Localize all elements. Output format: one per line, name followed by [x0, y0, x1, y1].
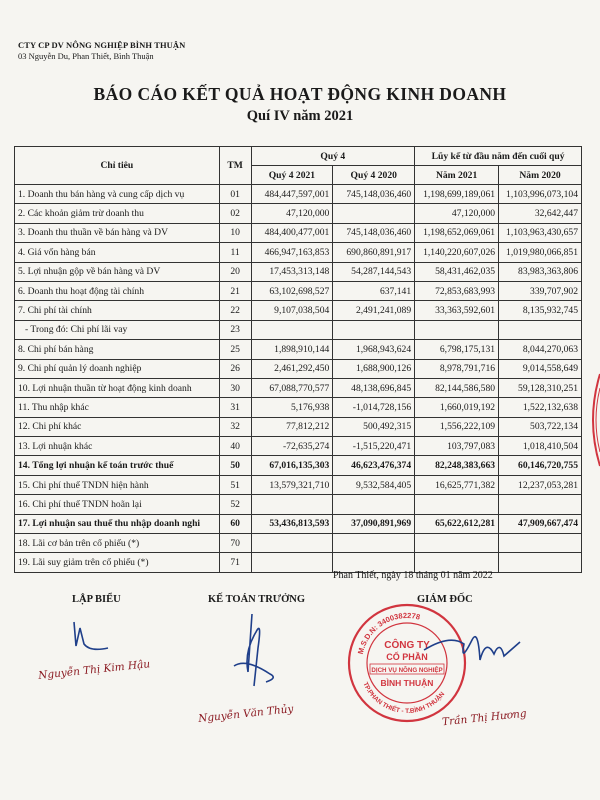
cell-q4-2021: 484,447,597,001: [251, 185, 333, 204]
table-row: [15, 514, 582, 533]
table-row: [15, 340, 582, 359]
row-code: 51: [219, 475, 251, 494]
header-q4-2021: Quý 4 2021: [251, 166, 333, 185]
row-label: 15. Chi phí thuế TNDN hiện hành: [15, 475, 220, 494]
cell-q4-2020: [333, 204, 415, 223]
cell-nam-2021: 82,144,586,580: [415, 378, 499, 397]
row-code: 23: [219, 320, 251, 339]
cell-nam-2020: [499, 320, 582, 339]
table-row: [15, 262, 582, 281]
cell-nam-2021: 1,556,222,109: [415, 417, 499, 436]
company-header: [18, 40, 185, 62]
cell-nam-2020: 339,707,902: [499, 281, 582, 300]
header-q4-2020: Quý 4 2020: [333, 166, 415, 185]
cell-nam-2020: 8,135,932,745: [499, 301, 582, 320]
cell-nam-2021: 1,660,019,192: [415, 398, 499, 417]
cell-q4-2021: 484,400,477,001: [251, 223, 333, 242]
cell-nam-2020: [499, 553, 582, 572]
director-title: GIÁM ĐỐC: [417, 594, 473, 605]
row-label: 2. Các khoản giảm trừ doanh thu: [15, 204, 220, 223]
cell-q4-2021: 63,102,698,527: [251, 281, 333, 300]
cell-q4-2021: 53,436,813,593: [251, 514, 333, 533]
date-line: Phan Thiết, ngày 18 tháng 01 năm 2022: [333, 570, 493, 581]
cell-nam-2020: [499, 495, 582, 514]
row-label: 3. Doanh thu thuần về bán hàng và DV: [15, 223, 220, 242]
cell-q4-2021: 9,107,038,504: [251, 301, 333, 320]
cell-nam-2021: 65,622,612,281: [415, 514, 499, 533]
cell-nam-2021: [415, 534, 499, 553]
cell-nam-2020: 32,642,447: [499, 204, 582, 223]
adjacent-stamp-fragment: [584, 370, 600, 470]
row-code: 60: [219, 514, 251, 533]
row-code: 50: [219, 456, 251, 475]
cell-q4-2020: 54,287,144,543: [333, 262, 415, 281]
table-row: [15, 378, 582, 397]
table-row: [15, 475, 582, 494]
cell-nam-2021: [415, 495, 499, 514]
table-row: [15, 495, 582, 514]
cell-nam-2020: 1,018,410,504: [499, 437, 582, 456]
cell-nam-2021: 72,853,683,993: [415, 281, 499, 300]
row-label: 1. Doanh thu bán hàng và cung cấp dịch vụ: [15, 185, 220, 204]
stamp-line4: BÌNH THUẬN: [380, 678, 434, 688]
cell-nam-2021: 47,120,000: [415, 204, 499, 223]
header-tm: TM: [219, 147, 251, 185]
cell-q4-2020: [333, 534, 415, 553]
cell-nam-2021: [415, 320, 499, 339]
row-label: 14. Tổng lợi nhuận kế toán trước thuế: [15, 456, 220, 475]
preparer-signature: [66, 618, 116, 660]
table-row: [15, 359, 582, 378]
cell-nam-2021: 6,798,175,131: [415, 340, 499, 359]
stamp-ms: M.S.D.N: 3400382278: [355, 610, 422, 656]
cell-nam-2020: 9,014,558,649: [499, 359, 582, 378]
row-code: 10: [219, 223, 251, 242]
row-code: 71: [219, 553, 251, 572]
table-row: [15, 534, 582, 553]
table-row: [15, 553, 582, 572]
chief-accountant-signature: [226, 612, 286, 698]
cell-nam-2021: 16,625,771,382: [415, 475, 499, 494]
cell-nam-2020: 8,044,270,063: [499, 340, 582, 359]
row-code: 31: [219, 398, 251, 417]
cell-q4-2021: 77,812,212: [251, 417, 333, 436]
row-code: 32: [219, 417, 251, 436]
cell-nam-2020: 47,909,667,474: [499, 514, 582, 533]
row-code: 22: [219, 301, 251, 320]
row-label: 16. Chi phí thuế TNDN hoãn lại: [15, 495, 220, 514]
chief-accountant-name: Nguyễn Văn Thủy: [197, 703, 294, 725]
cell-nam-2021: 1,198,652,069,061: [415, 223, 499, 242]
row-label: 4. Giá vốn hàng bán: [15, 243, 220, 262]
table-row: [15, 301, 582, 320]
stamp-line1: CÔNG TY: [384, 640, 430, 651]
table-row: [15, 437, 582, 456]
table-row: [15, 456, 582, 475]
stamp-line2: CỔ PHẦN: [386, 652, 428, 662]
cell-q4-2021: 5,176,938: [251, 398, 333, 417]
chief-accountant-title: KẾ TOÁN TRƯỞNG: [208, 594, 306, 605]
company-name: CTY CP DV NÔNG NGHIỆP BÌNH THUẬN: [18, 40, 186, 50]
cell-q4-2021: 1,898,910,144: [251, 340, 333, 359]
cell-nam-2020: 503,722,134: [499, 417, 582, 436]
cell-q4-2020: 2,491,241,089: [333, 301, 415, 320]
table-row: [15, 320, 582, 339]
row-code: 21: [219, 281, 251, 300]
cell-nam-2021: 8,978,791,716: [415, 359, 499, 378]
cell-q4-2020: 48,138,696,845: [333, 378, 415, 397]
cell-q4-2021: 17,453,313,148: [251, 262, 333, 281]
cell-q4-2021: 47,120,000: [251, 204, 333, 223]
cell-q4-2020: -1,014,728,156: [333, 398, 415, 417]
row-label: 13. Lợi nhuận khác: [15, 437, 220, 456]
row-label: 18. Lãi cơ bản trên cổ phiếu (*): [15, 534, 220, 553]
row-code: 30: [219, 378, 251, 397]
cell-q4-2020: 637,141: [333, 281, 415, 300]
cell-nam-2020: 60,146,720,755: [499, 456, 582, 475]
row-code: 20: [219, 262, 251, 281]
cell-q4-2021: 67,016,135,303: [251, 456, 333, 475]
stamp-bottom: TP.PHAN THIẾT - T.BÌNH THUẬN: [361, 681, 447, 716]
table-row: [15, 185, 582, 204]
cell-q4-2021: [251, 495, 333, 514]
row-label: 5. Lợi nhuận gộp về bán hàng và DV: [15, 262, 220, 281]
row-label: 19. Lãi suy giảm trên cổ phiếu (*): [15, 553, 220, 572]
cell-nam-2021: 1,198,699,189,061: [415, 185, 499, 204]
cell-q4-2021: 466,947,163,853: [251, 243, 333, 262]
table-row: [15, 281, 582, 300]
header-nam-2021: Năm 2021: [415, 166, 499, 185]
row-code: 26: [219, 359, 251, 378]
row-label: 8. Chi phí bán hàng: [15, 340, 220, 359]
row-code: 02: [219, 204, 251, 223]
preparer-title: LẬP BIỂU: [72, 594, 121, 605]
cell-nam-2020: [499, 534, 582, 553]
cell-q4-2021: 13,579,321,710: [251, 475, 333, 494]
header-quy4: Quý 4: [251, 147, 415, 166]
cell-q4-2020: 1,968,943,624: [333, 340, 415, 359]
row-code: 11: [219, 243, 251, 262]
cell-q4-2020: -1,515,220,471: [333, 437, 415, 456]
cell-q4-2021: 2,461,292,450: [251, 359, 333, 378]
row-label: 10. Lợi nhuận thuần từ hoạt động kinh doanh: [15, 378, 220, 397]
cell-q4-2020: 500,492,315: [333, 417, 415, 436]
director-signature: [420, 620, 530, 676]
cell-nam-2020: 1,103,963,430,657: [499, 223, 582, 242]
cell-nam-2020: 83,983,363,806: [499, 262, 582, 281]
cell-nam-2021: 103,797,083: [415, 437, 499, 456]
cell-nam-2020: 12,237,053,281: [499, 475, 582, 494]
cell-nam-2020: 1,522,132,638: [499, 398, 582, 417]
company-address: 03 Nguyễn Du, Phan Thiết, Bình Thuận: [18, 51, 154, 61]
cell-q4-2020: 745,148,036,460: [333, 185, 415, 204]
row-label: 17. Lợi nhuận sau thuế thu nhập doanh nghi: [15, 514, 220, 533]
cell-nam-2020: 1,019,980,066,851: [499, 243, 582, 262]
row-label: 7. Chi phí tài chính: [15, 301, 220, 320]
cell-q4-2020: 46,623,476,374: [333, 456, 415, 475]
table-body: [15, 185, 582, 573]
row-code: 40: [219, 437, 251, 456]
row-label: - Trong đó: Chi phí lãi vay: [15, 320, 220, 339]
preparer-name: Nguyễn Thị Kim Hậu: [37, 658, 151, 682]
cell-q4-2021: -72,635,274: [251, 437, 333, 456]
cell-nam-2021: 1,140,220,607,026: [415, 243, 499, 262]
cell-q4-2021: [251, 553, 333, 572]
row-label: 11. Thu nhập khác: [15, 398, 220, 417]
table-row: [15, 417, 582, 436]
director-name: Trần Thị Hương: [441, 707, 528, 729]
cell-q4-2020: 9,532,584,405: [333, 475, 415, 494]
table-row: [15, 243, 582, 262]
row-label: 9. Chi phí quản lý doanh nghiệp: [15, 359, 220, 378]
cell-q4-2020: 37,090,891,969: [333, 514, 415, 533]
row-code: 70: [219, 534, 251, 553]
table-row: [15, 398, 582, 417]
cell-q4-2020: [333, 320, 415, 339]
row-label: 12. Chi phí khác: [15, 417, 220, 436]
row-code: 25: [219, 340, 251, 359]
row-code: 52: [219, 495, 251, 514]
cell-q4-2020: [333, 495, 415, 514]
cell-nam-2020: 1,103,996,073,104: [499, 185, 582, 204]
table-row: [15, 223, 582, 242]
cell-q4-2021: [251, 320, 333, 339]
header-nam-2020: Năm 2020: [499, 166, 582, 185]
cell-nam-2021: 82,248,383,663: [415, 456, 499, 475]
report-subtitle: Quí IV năm 2021: [246, 108, 354, 124]
cell-nam-2021: 58,431,462,035: [415, 262, 499, 281]
cell-nam-2020: 59,128,310,251: [499, 378, 582, 397]
row-code: 01: [219, 185, 251, 204]
cell-q4-2020: 690,860,891,917: [333, 243, 415, 262]
report-title: BÁO CÁO KẾT QUẢ HOẠT ĐỘNG KINH DOANH: [93, 84, 507, 104]
stamp-line3: DỊCH VỤ NÔNG NGHIỆP: [371, 667, 443, 674]
cell-q4-2020: 745,148,036,460: [333, 223, 415, 242]
cell-q4-2021: 67,088,770,577: [251, 378, 333, 397]
header-chi-tieu: Chỉ tiêu: [15, 147, 220, 185]
table-row: [15, 204, 582, 223]
row-label: 6. Doanh thu hoạt động tài chính: [15, 281, 220, 300]
cell-nam-2021: 33,363,592,601: [415, 301, 499, 320]
header-luy-ke: Lũy kế từ đầu năm đến cuối quý: [415, 147, 582, 166]
cell-q4-2020: 1,688,900,126: [333, 359, 415, 378]
cell-q4-2021: [251, 534, 333, 553]
income-statement-table: [14, 146, 582, 573]
